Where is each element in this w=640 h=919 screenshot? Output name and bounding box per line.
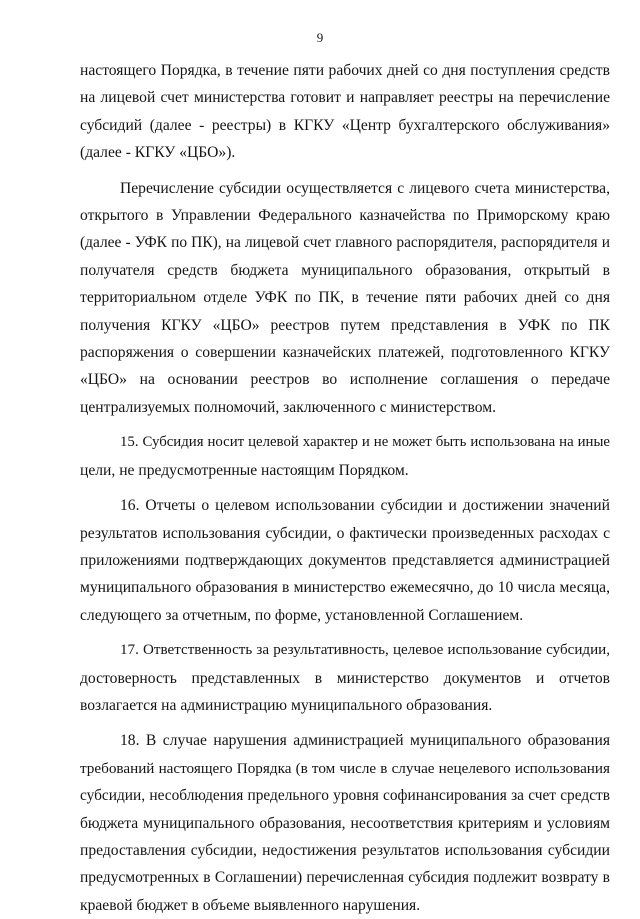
paragraph-item-18 bbox=[80, 727, 610, 919]
text-line: субсидий (далее - реестры) в КГКУ «Центр бухгалтерского обслуживания» bbox=[80, 116, 610, 134]
paragraph-item-16 bbox=[80, 492, 610, 629]
text-line: предусмотренных в Соглашении) перечисленная субсидия подлежит возврату в bbox=[80, 869, 610, 887]
text-line: (далее - УФК по ПК), на лицевой счет главного распорядителя, распорядителя и bbox=[80, 234, 610, 252]
text-line: краевой бюджет в объеме выявленного нарушения. bbox=[80, 896, 421, 914]
paragraph-continuation bbox=[80, 57, 610, 167]
text-line: настоящего Порядка, в течение пяти рабочих дней со дня поступления средств bbox=[80, 62, 610, 79]
text-line: распоряжения о совершении казначейских платежей, подготовленного КГКУ bbox=[80, 344, 610, 362]
text-line: открытого в Управлении Федерального казначейства по Приморскому краю bbox=[80, 207, 610, 225]
text-line: муниципального образования в министерство ежемесячно, до 10 числа месяца, bbox=[80, 579, 610, 597]
text-line: «ЦБО» на основании реестров во исполнение соглашения о передаче bbox=[80, 371, 610, 389]
text-line: 16. Отчеты о целевом использовании субсидии и достижении значений bbox=[120, 497, 610, 515]
text-line: 18. В случае нарушения администрацией муниципального образования bbox=[120, 732, 610, 750]
text-line: Перечисление субсидии осуществляется с лицевого счета министерства, bbox=[120, 179, 610, 197]
paragraph-subsidy-transfer bbox=[80, 175, 610, 422]
text-line: получателя средств бюджета муниципального образования, открытый в bbox=[80, 261, 610, 279]
text-line: цели, не предусмотренные настоящим Порядком. bbox=[80, 461, 409, 479]
text-line: предоставления субсидии, недостижения результатов использования субсидии bbox=[80, 841, 610, 859]
text-line: субсидии, несоблюдения предельного уровня софинансирования за счет средств bbox=[80, 787, 610, 805]
text-line: (далее - КГКУ «ЦБО»). bbox=[80, 144, 236, 162]
text-line: требований настоящего Порядка (в том числе в случае нецелевого использования bbox=[80, 759, 610, 777]
page-number: 9 bbox=[316, 30, 324, 45]
document-body bbox=[80, 57, 610, 919]
paragraph-item-15 bbox=[80, 429, 610, 484]
text-line: бюджета муниципального образования, несоответствия критериям и условиям bbox=[80, 814, 610, 832]
text-line: следующего за отчетным, по форме, установленной Соглашением. bbox=[80, 606, 524, 624]
text-line: 15. Субсидия носит целевой характер и не может быть использована на иные bbox=[120, 434, 610, 451]
text-line: на лицевой счет министерства готовит и направляет реестры на перечисление bbox=[80, 89, 610, 107]
text-line: 17. Ответственность за результативность, целевое использование субсидии, bbox=[120, 642, 610, 659]
text-line: достоверность представленных в министерство документов и отчетов bbox=[80, 669, 610, 687]
text-line: территориальном отделе УФК по ПК, в течение пяти рабочих дней со дня bbox=[80, 289, 610, 307]
text-line: возлагается на администрацию муниципального образования. bbox=[80, 696, 493, 714]
text-line: приложениями подтверждающих документов представляется администрацией bbox=[80, 551, 610, 569]
text-line: результатов использования субсидии, о фактически произведенных расходах с bbox=[80, 524, 610, 542]
text-line: централизуемых полномочий, заключенного с министерством. bbox=[80, 398, 497, 416]
text-line: получения КГКУ «ЦБО» реестров путем представления в УФК по ПК bbox=[80, 316, 610, 334]
paragraph-item-17 bbox=[80, 637, 610, 719]
